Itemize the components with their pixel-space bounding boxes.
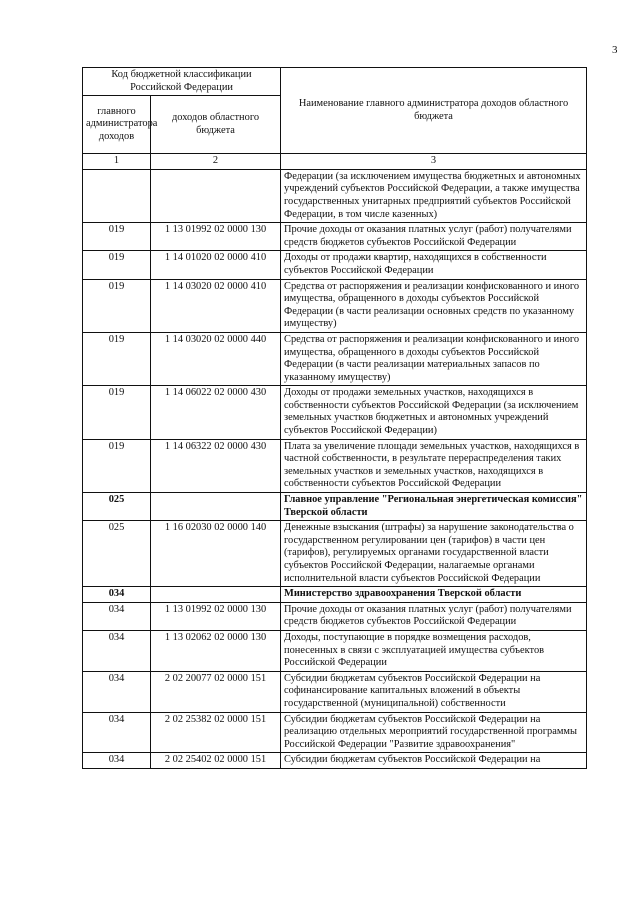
revenue-name-cell: Плата за увеличение площади земельных участков, находящихся в частной собственности, в результате перераспределения таких земельных участков и земельных участков, находящихся в собственности субъектов Российской Федерации — [281, 439, 587, 492]
revenue-code-cell: 1 13 01992 02 0000 130 — [151, 602, 281, 630]
table-row — [83, 521, 587, 587]
revenue-code-cell: 1 14 03020 02 0000 440 — [151, 332, 281, 385]
revenue-name-cell: Средства от распоряжения и реализации конфискованного и иного имущества, обращенного в доходы субъектов Российской Федерации (в части реализации основных средств по указанному имуществу) — [281, 279, 587, 332]
kbk-header: Код бюджетной классификации Российской Федерации — [83, 68, 281, 96]
admin-code-cell — [83, 169, 151, 222]
revenue-code-cell: 1 16 02030 02 0000 140 — [151, 521, 281, 587]
revenue-code-cell: 1 14 01020 02 0000 410 — [151, 251, 281, 279]
revenue-code-cell: 2 02 25382 02 0000 151 — [151, 712, 281, 753]
table-row — [83, 753, 587, 769]
revenue-name-cell: Доходы от продажи квартир, находящихся в собственности субъектов Российской Федерации — [281, 251, 587, 279]
revenue-name-cell: Субсидии бюджетам субъектов Российской Федерации на софинансирование капитальных вложений в объекты государственной (муниципальной) собственности — [281, 671, 587, 712]
admin-code-cell: 019 — [83, 251, 151, 279]
revenue-name-cell: Денежные взыскания (штрафы) за нарушение законодательства о государственном регулировании цен (тарифов) в части цен (тарифов), регулируемых органами государственной власти субъектов Российской Федерации, налагаемые органами исполнительной власти субъектов Российской Федерации — [281, 521, 587, 587]
table-section-row — [83, 493, 587, 521]
admin-column-header: главного администратора доходов — [83, 96, 151, 154]
admin-code-cell: 019 — [83, 223, 151, 251]
revenue-name-cell: Прочие доходы от оказания платных услуг (работ) получателями средств бюджетов субъектов Российской Федерации — [281, 602, 587, 630]
table-row — [83, 279, 587, 332]
admin-code-cell: 025 — [83, 521, 151, 587]
revenue-name-cell: Прочие доходы от оказания платных услуг (работ) получателями средств бюджетов субъектов Российской Федерации — [281, 223, 587, 251]
revenue-code-cell — [151, 493, 281, 521]
revenue-name-cell: Доходы, поступающие в порядке возмещения расходов, понесенных в связи с эксплуатацией имущества субъектов Российской Федерации — [281, 630, 587, 671]
admin-code-cell: 025 — [83, 493, 151, 521]
page-number: 3 — [612, 44, 618, 56]
revenue-code-cell — [151, 169, 281, 222]
table-row — [83, 671, 587, 712]
admin-code-cell: 034 — [83, 671, 151, 712]
table-section-row — [83, 587, 587, 603]
admin-code-cell: 019 — [83, 439, 151, 492]
column-number: 1 — [83, 154, 151, 170]
admin-code-cell: 019 — [83, 332, 151, 385]
table-body — [83, 169, 587, 768]
table-row — [83, 169, 587, 222]
revenue-name-cell: Министерство здравоохранения Тверской области — [281, 587, 587, 603]
revenue-code-cell: 1 14 06322 02 0000 430 — [151, 439, 281, 492]
revenue-name-cell: Средства от распоряжения и реализации конфискованного и иного имущества, обращенного в доходы субъектов Российской Федерации (в части реализации материальных запасов по указанному имуществу) — [281, 332, 587, 385]
admin-code-cell: 034 — [83, 753, 151, 769]
admin-code-cell: 034 — [83, 712, 151, 753]
admin-code-cell: 019 — [83, 279, 151, 332]
revenue-code-cell: 2 02 20077 02 0000 151 — [151, 671, 281, 712]
admin-code-cell: 034 — [83, 602, 151, 630]
revenue-code-cell: 2 02 25402 02 0000 151 — [151, 753, 281, 769]
revenue-code-cell — [151, 587, 281, 603]
table-row — [83, 712, 587, 753]
revenue-name-cell: Субсидии бюджетам субъектов Российской Федерации на — [281, 753, 587, 769]
revenue-code-cell: 1 13 01992 02 0000 130 — [151, 223, 281, 251]
admin-code-cell: 034 — [83, 630, 151, 671]
revenue-code-cell: 1 14 03020 02 0000 410 — [151, 279, 281, 332]
revenue-code-cell: 1 14 06022 02 0000 430 — [151, 386, 281, 439]
revenue-name-cell: Главное управление "Региональная энергетическая комиссия" Тверской области — [281, 493, 587, 521]
column-number: 2 — [151, 154, 281, 170]
table-row — [83, 386, 587, 439]
table-row — [83, 602, 587, 630]
revenue-code-cell: 1 13 02062 02 0000 130 — [151, 630, 281, 671]
table-row — [83, 223, 587, 251]
revenue-name-cell: Доходы от продажи земельных участков, находящихся в собственности субъектов Российской Федерации (за исключением земельных участков бюджетных и автономных учреждений субъектов Российской Федерации) — [281, 386, 587, 439]
revenue-name-cell: Субсидии бюджетам субъектов Российской Федерации на реализацию отдельных мероприятий государственной программы Российской Федерации "Развитие здравоохранения" — [281, 712, 587, 753]
table-row — [83, 251, 587, 279]
budget-classification-table — [82, 67, 587, 769]
admin-code-cell: 019 — [83, 386, 151, 439]
name-column-header: Наименование главного администратора доходов областного бюджета — [281, 68, 587, 154]
table-row — [83, 439, 587, 492]
column-number: 3 — [281, 154, 587, 170]
table-row — [83, 332, 587, 385]
admin-code-cell: 034 — [83, 587, 151, 603]
code-column-header: доходов областного бюджета — [151, 96, 281, 154]
revenue-name-cell: Федерации (за исключением имущества бюджетных и автономных учреждений субъектов Российской Федерации, а также имущества государственных унитарных предприятий субъектов Российской Федерации, в том числе казенных) — [281, 169, 587, 222]
table-row — [83, 630, 587, 671]
